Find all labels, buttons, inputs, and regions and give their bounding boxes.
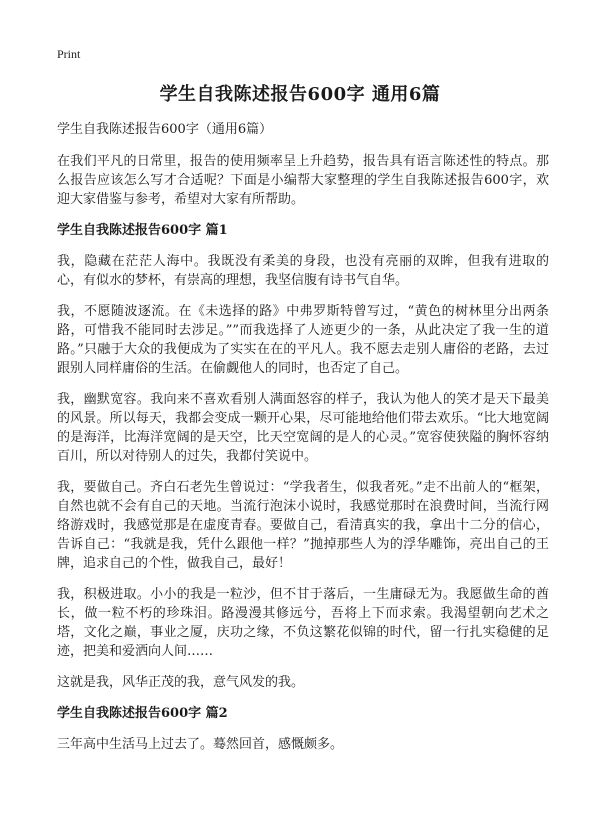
paragraph: 我，要做自己。齐白石老先生曾说过：“学我者生，似我者死。”走不出前人的“框架，自然也就不会有自己的天地。当流行泡沫小说时，我感觉那时在浪费时间，当流行网络游戏时，我感觉那是在虚度青春。要做自己，看清真实的我，拿出十二分的信心，告诉自己：“我就是我，凭什么跟他一样？”抛掉那些人为的浮华雕饰，亮出自己的王牌，追求自己的个性，做我自己，最好！ [57, 480, 549, 571]
document-subtitle: 学生自我陈述报告600字（通用6篇） [57, 122, 273, 137]
intro-paragraph: 在我们平凡的日常里，报告的使用频率呈上升趋势，报告具有语言陈述性的特点。那么报告应该怎么写才合适呢？下面是小编帮大家整理的学生自我陈述报告600字，欢迎大家借鉴与参考，希望对大家有所帮助。 [57, 154, 549, 207]
paragraph: 这就是我，风华正茂的我，意气风发的我。 [57, 675, 305, 690]
paragraph: 我，不愿随波逐流。在《未选择的路》中弗罗斯特曾写过，“黄色的树林里分出两条路，可惜我不能同时去涉足。””而我选择了人迹更少的一条，从此决定了我一生的道路。”只融于大众的我便成为了实实在在的平凡人。我不愿去走别人庸俗的老路，去过跟别人同样庸俗的生活。在偷觑他人的同时，也否定了自己。 [57, 304, 549, 376]
print-label[interactable]: Print [57, 47, 81, 61]
document-body [57, 120, 549, 766]
paragraph: 三年高中生活马上过去了。蓦然回首，感慨颇多。 [57, 737, 344, 752]
paragraph: 我，幽默宽容。我向来不喜欢看别人满面怒容的样子，我认为他人的笑才是天下最美的风景。所以每天，我都会变成一颗开心果，尽可能地给他们带去欢乐。“比大地宽阔的是海洋，比海洋宽阔的是天空，比天空宽阔的是人的心灵。”宽容使狭隘的胸怀容纳百川，所以对待别人的过失，我都付笑说中。 [57, 392, 549, 464]
section-heading-2: 学生自我陈述报告600字 篇2 [57, 706, 228, 721]
paragraph: 我，隐藏在茫茫人海中。我既没有柔美的身段，也没有亮丽的双眸，但我有进取的心，有似水的梦杯，有崇高的理想，我坚信腹有诗书气自华。 [57, 254, 549, 288]
section-heading-1: 学生自我陈述报告600字 篇1 [57, 223, 228, 238]
page-title: 学生自我陈述报告600字 通用6篇 [159, 84, 441, 105]
paragraph: 我，积极进取。小小的我是一粒沙，但不甘于落后，一生庸碌无为。我愿做生命的酋长，做一粒不朽的珍珠泪。路漫漫其修远兮，吾将上下而求索。我渴望朝向艺术之塔，文化之巅，事业之厦，庆功之缘，不负这繁花似锦的时代，留一行扎实稳健的足迹，把美和爱洒向人间…… [57, 587, 549, 659]
